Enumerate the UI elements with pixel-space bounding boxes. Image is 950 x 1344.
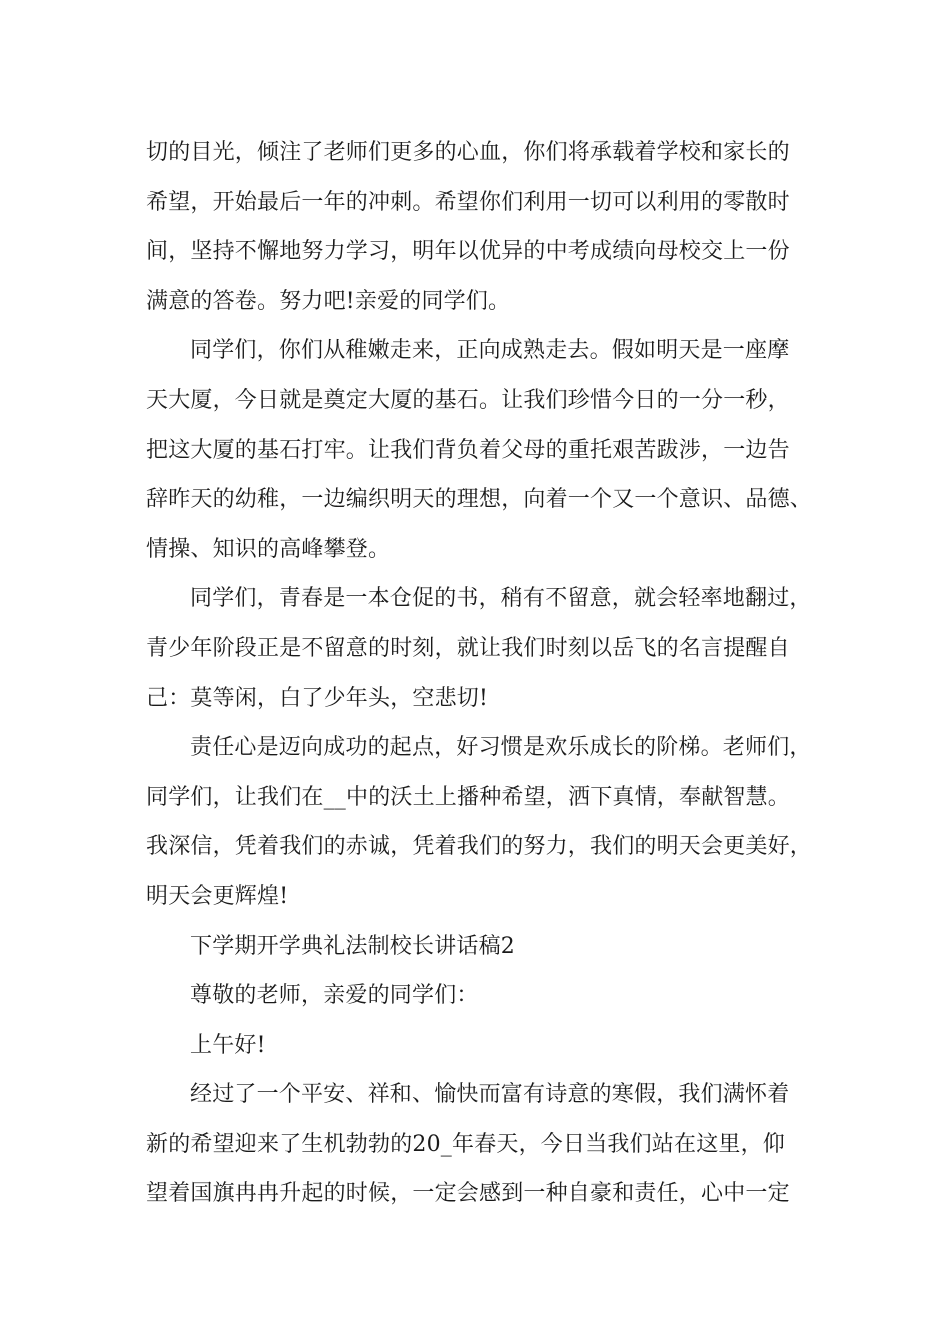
greeting: 上午好! [190,1032,266,1058]
document-body [146,128,826,1219]
text-line: 明天会更辉煌! [146,883,289,909]
text-line: 望着国旗冉冉升起的时候，一定会感到一种自豪和责任，心中一定 [146,1181,790,1207]
paragraph-first-line: 同学们，你们从稚嫩走来，正向成熟走去。假如明天是一座摩 [190,338,790,364]
text-line: 情操、知识的高峰攀登。 [146,536,391,562]
paragraph-first-line: 同学们，青春是一本仓促的书，稍有不留意，就会轻率地翻过， [190,586,812,612]
salutation: 尊敬的老师，亲爱的同学们： [190,983,479,1009]
text-line: 间，坚持不懈地努力学习，明年以优异的中考成绩向母校交上一份 [146,239,790,265]
text-line: 把这大厦的基石打牢。让我们背负着父母的重托艰苦跋涉，一边告 [146,437,790,463]
text-line: 辞昨天的幼稚，一边编织明天的理想，向着一个又一个意识、品德、 [146,487,813,513]
section-title: 下学期开学典礼法制校长讲话稿2 [190,933,515,959]
paragraph-first-line: 责任心是迈向成功的起点，好习惯是欢乐成长的阶梯。老师们， [190,735,812,761]
paragraph-first-line: 经过了一个平安、祥和、愉快而富有诗意的寒假，我们满怀着 [190,1082,790,1108]
text-line: 天大厦，今日就是奠定大厦的基石。让我们珍惜今日的一分一秒， [146,387,790,413]
text-line: 己：莫等闲，白了少年头，空悲切! [146,685,489,711]
text-line: 我深信，凭着我们的赤诚，凭着我们的努力，我们的明天会更美好， [146,834,813,860]
text-line: 新的希望迎来了生机勃勃的20_年春天，今日当我们站在这里，仰 [146,1131,785,1157]
text-line: 满意的答卷。努力吧!亲爱的同学们。 [146,288,511,314]
text-line: 希望，开始最后一年的冲刺。希望你们利用一切可以利用的零散时 [146,189,790,215]
text-line: 切的目光，倾注了老师们更多的心血，你们将承载着学校和家长的 [146,140,790,165]
text-line: 同学们，让我们在__中的沃土上播种希望，洒下真情，奉献智慧。 [146,784,791,810]
text-line: 青少年阶段正是不留意的时刻，就让我们时刻以岳飞的名言提醒自 [146,635,790,661]
